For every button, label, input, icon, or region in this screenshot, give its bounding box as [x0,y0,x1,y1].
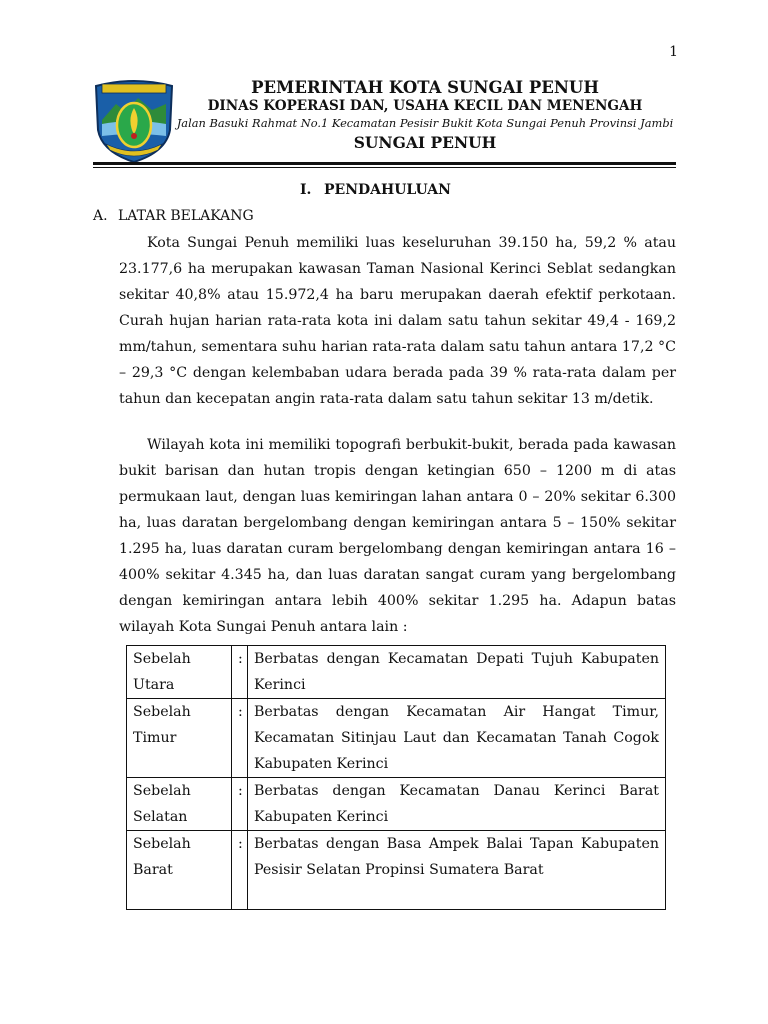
border-description: Berbatas dengan Kecamatan Depati Tujuh Kabupaten Kerinci [248,646,666,699]
border-description: Berbatas dengan Kecamatan Danau Kerinci Barat Kabupaten Kerinci [248,778,666,831]
border-direction: Sebelah Timur [127,699,232,778]
page-number: 1 [669,44,678,60]
letterhead-address: Jalan Basuki Rahmat No.1 Kecamatan Pesisir Bukit Kota Sungai Penuh Provinsi Jambi [176,116,674,130]
letterhead-government: PEMERINTAH KOTA SUNGAI PENUH [251,78,599,97]
paragraph-climate: Kota Sungai Penuh memiliki luas keseluruhan 39.150 ha, 59,2 % atau 23.177,6 ha merupakan kawasan Taman Nasional Kerinci Seblat sedangkan sekitar 40,8% atau 15.972,4 ha baru merupakan daerah efektif perkotaan. Curah hujan harian rata-rata kota ini dalam satu tahun sekitar 49,4 - 169,2 mm/tahun, sementara suhu harian rata-rata dalam satu tahun antara 17,2 °C – 29,3 °C dengan kelembaban udara berada pada 39 % rata-rata dalam per tahun dan kecepatan angin rata-rata dalam satu tahun sekitar 13 m/detik. [119,235,676,407]
table-row [127,778,666,831]
paragraph-topography: Wilayah kota ini memiliki topografi berbukit-bukit, berada pada kawasan bukit barisan dan hutan tropis dengan ketingian 650 – 1200 m di atas permukaan laut, dengan luas kemiringan lahan antara 0 – 20% sekitar 6.300 ha, luas daratan bergelombang dengan kemiringan antara 5 – 150% sekitar 1.295 ha, luas daratan curam bergelombang dengan kemiringan antara 16 – 400% sekitar 4.345 ha, dan luas daratan sangat curam yang bergelombang dengan kemiringan antara lebih 400% sekitar 1.295 ha. Adapun batas wilayah Kota Sungai Penuh antara lain : [119,437,676,635]
section-number: I. [300,182,312,198]
city-emblem-logo [92,78,176,164]
letterhead-city: SUNGAI PENUH [353,133,497,152]
subsection-title: LATAR BELAKANG [118,208,254,224]
border-description: Berbatas dengan Kecamatan Air Hangat Timur, Kecamatan Sitinjau Laut dan Kecamatan Tanah Cogok Kabupaten Kerinci [248,699,666,778]
letterhead-department: DINAS KOPERASI DAN, USAHA KECIL DAN MENENGAH [207,98,643,114]
letterhead-rule-thin [93,167,676,168]
letterhead [172,78,678,153]
border-colon: : [232,646,248,699]
borders-table [126,645,666,910]
border-colon: : [232,699,248,778]
table-row [127,699,666,778]
border-direction: Sebelah Barat [127,831,232,910]
border-colon: : [232,831,248,910]
letterhead-rule-thick [93,162,676,165]
subsection-heading [93,206,254,226]
border-direction: Sebelah Selatan [127,778,232,831]
section-title: PENDAHULUAN [324,182,451,198]
border-direction: Sebelah Utara [127,646,232,699]
border-colon: : [232,778,248,831]
border-description: Berbatas dengan Basa Ampek Balai Tapan Kabupaten Pesisir Selatan Propinsi Sumatera Barat [248,831,666,910]
subsection-letter: A. [93,208,108,224]
table-row [127,646,666,699]
table-row [127,831,666,910]
section-heading [300,182,451,198]
